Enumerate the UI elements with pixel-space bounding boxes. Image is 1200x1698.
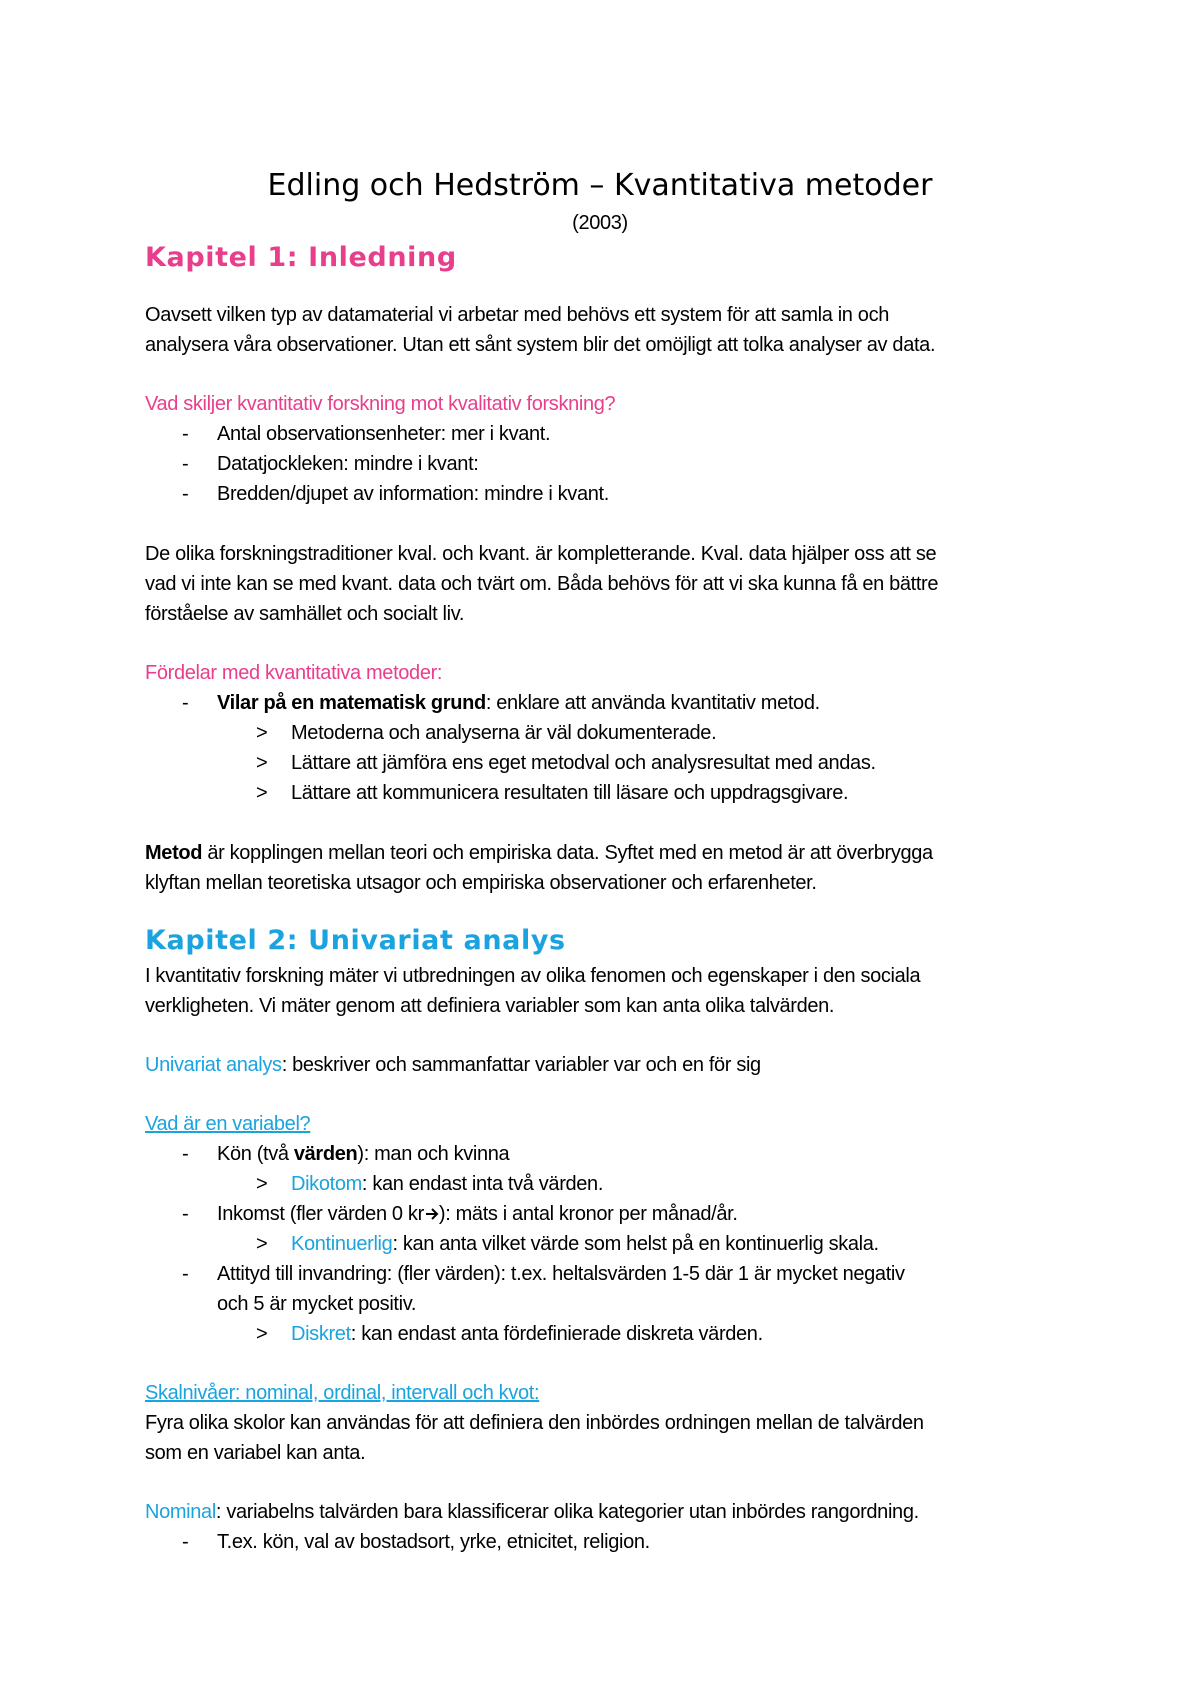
chapter-1-heading: Kapitel 1: Inledning	[145, 242, 457, 273]
ch1-question-heading: Vad skiljer kvantitativ forskning mot kvalitativ forskning?	[145, 393, 616, 415]
scale-levels-line: Fyra olika skolor kan användas för att definiera den inbördes ordningen mellan de talvärden	[145, 1412, 924, 1434]
item-text: Kön (två	[217, 1143, 294, 1165]
bullet-dash: -	[182, 1143, 189, 1165]
nominal-definition	[145, 1499, 919, 1525]
list-item: Datatjockleken: mindre i kvant:	[217, 453, 479, 475]
bullet-arrow: >	[256, 722, 268, 744]
bullet-dash: -	[182, 453, 189, 475]
bullet-dash: -	[182, 1203, 189, 1225]
bullet-dash: -	[182, 423, 189, 445]
bullet-dash: -	[182, 483, 189, 505]
term: Nominal	[145, 1501, 216, 1523]
method-text: är kopplingen mellan teori och empiriska data. Syftet med en metod är att överbrygga	[202, 842, 933, 864]
definition: : beskriver och sammanfattar variabler var och en för sig	[281, 1054, 761, 1076]
document-year: (2003)	[572, 212, 628, 234]
term: Kontinuerlig	[291, 1233, 393, 1255]
ch1-method-line: klyftan mellan teoretiska utsagor och empiriska observationer och erfarenheter.	[145, 872, 817, 894]
sub-list-item	[291, 1321, 763, 1347]
univariate-definition	[145, 1052, 761, 1078]
bullet-arrow: >	[256, 1323, 268, 1345]
definition: : kan endast anta fördefinierade diskreta värden.	[350, 1323, 763, 1345]
document-title: Edling och Hedström – Kvantitativa metoder	[267, 168, 933, 203]
term: Univariat analys	[145, 1054, 282, 1076]
scale-levels-heading: Skalnivåer: nominal, ordinal, intervall och kvot:	[145, 1382, 540, 1404]
list-item	[217, 1141, 509, 1167]
ch1-traditions-line: De olika forskningstraditioner kval. och kvant. är kompletterande. Kval. data hjälper oss att se	[145, 543, 937, 565]
ch1-intro-line: analysera våra observationer. Utan ett sånt system blir det omöjligt att tolka analyser av data.	[145, 334, 936, 356]
bold-term: Vilar på en matematisk grund	[217, 692, 486, 714]
item-text: Inkomst (fler värden 0 kr	[217, 1203, 424, 1225]
bold-term: Metod	[145, 842, 203, 864]
term: Dikotom	[291, 1173, 362, 1195]
definition: : kan endast inta två värden.	[361, 1173, 604, 1195]
variable-heading: Vad är en variabel?	[145, 1113, 311, 1135]
ch2-intro-line: I kvantitativ forskning mäter vi utbredningen av olika fenomen och egenskaper i den sociala	[145, 965, 921, 987]
list-item	[217, 690, 820, 716]
sub-list-item	[291, 1171, 603, 1197]
item-text: ): mäts i antal kronor per månad/år.	[438, 1203, 738, 1225]
ch1-intro-line: Oavsett vilken typ av datamaterial vi arbetar med behövs ett system för att samla in och	[145, 304, 889, 326]
sub-list-item: Metoderna och analyserna är väl dokumenterade.	[291, 722, 717, 744]
scale-levels-line: som en variabel kan anta.	[145, 1442, 366, 1464]
bullet-dash: -	[182, 1263, 189, 1285]
bullet-dash: -	[182, 692, 189, 714]
bullet-dash: -	[182, 1531, 189, 1553]
bullet-arrow: >	[256, 752, 268, 774]
ch1-traditions-line: förståelse av samhället och socialt liv.	[145, 603, 465, 625]
term: Diskret	[291, 1323, 351, 1345]
list-item: Bredden/djupet av information: mindre i kvant.	[217, 483, 609, 505]
list-item: T.ex. kön, val av bostadsort, yrke, etnicitet, religion.	[217, 1531, 650, 1553]
definition: : variabelns talvärden bara klassificerar olika kategorier utan inbördes rangordning.	[215, 1501, 919, 1523]
sub-list-item	[291, 1231, 879, 1257]
list-item: Attityd till invandring: (fler värden): t.ex. heltalsvärden 1-5 där 1 är mycket negativ	[217, 1263, 905, 1285]
bold-term: värden	[293, 1143, 358, 1165]
arrow-right-icon	[425, 1207, 439, 1221]
sub-list-item: Lättare att kommunicera resultaten till läsare och uppdragsgivare.	[291, 782, 849, 804]
chapter-2-heading: Kapitel 2: Univariat analys	[145, 925, 566, 956]
bullet-arrow: >	[256, 782, 268, 804]
sub-list-item: Lättare att jämföra ens eget metodval och analysresultat med andas.	[291, 752, 876, 774]
item-text: : enklare att använda kvantitativ metod.	[485, 692, 820, 714]
list-item-continuation: och 5 är mycket positiv.	[217, 1293, 417, 1315]
definition: : kan anta vilket värde som helst på en kontinuerlig skala.	[392, 1233, 879, 1255]
list-item: Antal observationsenheter: mer i kvant.	[217, 423, 551, 445]
bullet-arrow: >	[256, 1173, 268, 1195]
item-text: ): man och kvinna	[357, 1143, 510, 1165]
ch1-method-line	[145, 840, 933, 866]
list-item	[217, 1201, 738, 1227]
ch1-advantages-heading: Fördelar med kvantitativa metoder:	[145, 662, 443, 684]
ch2-intro-line: verkligheten. Vi mäter genom att definiera variabler som kan anta olika talvärden.	[145, 995, 835, 1017]
ch1-traditions-line: vad vi inte kan se med kvant. data och tvärt om. Båda behövs för att vi ska kunna få en bättre	[145, 573, 939, 595]
bullet-arrow: >	[256, 1233, 268, 1255]
